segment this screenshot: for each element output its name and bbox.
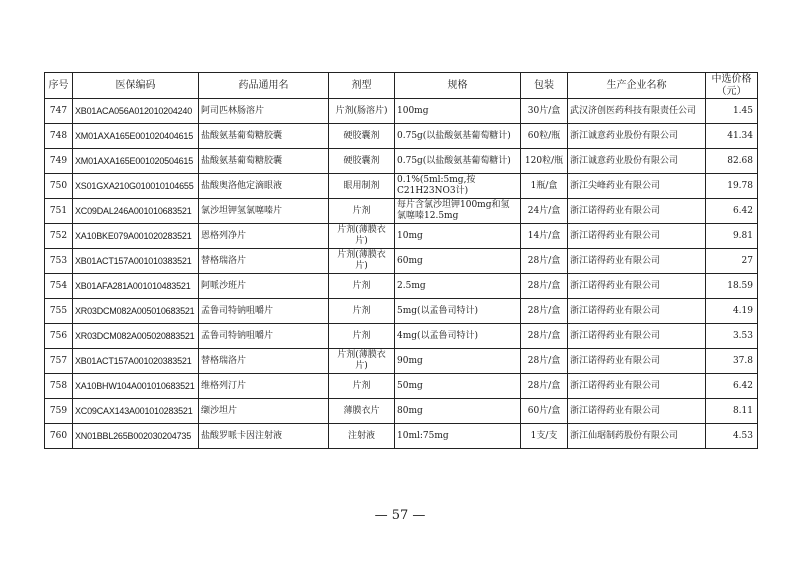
table-row — [45, 174, 758, 199]
cell-serial: 755 — [45, 299, 73, 324]
cell-price: 82.68 — [706, 149, 758, 174]
cell-serial: 757 — [45, 349, 73, 374]
cell-packaging: 30片/盒 — [521, 99, 568, 124]
cell-serial: 760 — [45, 424, 73, 449]
cell-dosage-form: 片剂(薄膜衣片) — [329, 249, 395, 274]
cell-manufacturer: 浙江诺得药业有限公司 — [568, 374, 706, 399]
cell-packaging: 1支/支 — [521, 424, 568, 449]
cell-serial: 747 — [45, 99, 73, 124]
cell-dosage-form: 片剂(薄膜衣片) — [329, 349, 395, 374]
cell-drug-name: 盐酸氨基葡萄糖胶囊 — [199, 124, 329, 149]
cell-price: 4.53 — [706, 424, 758, 449]
cell-specification: 5mg(以孟鲁司特计) — [395, 299, 521, 324]
cell-packaging: 28片/盒 — [521, 324, 568, 349]
cell-specification: 60mg — [395, 249, 521, 274]
cell-dosage-form: 硬胶囊剂 — [329, 124, 395, 149]
cell-dosage-form: 硬胶囊剂 — [329, 149, 395, 174]
header-insurance-code: 医保编码 — [73, 73, 199, 99]
cell-price: 8.11 — [706, 399, 758, 424]
cell-price: 37.8 — [706, 349, 758, 374]
cell-specification: 4mg(以孟鲁司特计) — [395, 324, 521, 349]
cell-drug-name: 盐酸罗哌卡因注射液 — [199, 424, 329, 449]
cell-price: 6.42 — [706, 199, 758, 224]
cell-specification: 0.1%(5ml:5mg,按C21H23NO3计) — [395, 174, 521, 199]
cell-serial: 751 — [45, 199, 73, 224]
cell-serial: 750 — [45, 174, 73, 199]
table-row — [45, 374, 758, 399]
cell-manufacturer: 浙江诺得药业有限公司 — [568, 399, 706, 424]
header-manufacturer: 生产企业名称 — [568, 73, 706, 99]
header-packaging: 包装 — [521, 73, 568, 99]
cell-packaging: 28片/盒 — [521, 274, 568, 299]
cell-dosage-form: 片剂 — [329, 199, 395, 224]
cell-dosage-form: 片剂 — [329, 374, 395, 399]
cell-manufacturer: 浙江诺得药业有限公司 — [568, 274, 706, 299]
cell-dosage-form: 注射液 — [329, 424, 395, 449]
cell-packaging: 24片/盒 — [521, 199, 568, 224]
table-row — [45, 274, 758, 299]
table-row — [45, 199, 758, 224]
cell-packaging: 1瓶/盒 — [521, 174, 568, 199]
cell-dosage-form: 片剂(薄膜衣片) — [329, 224, 395, 249]
cell-packaging: 60粒/瓶 — [521, 124, 568, 149]
cell-manufacturer: 武汉济创医药科技有限责任公司 — [568, 99, 706, 124]
cell-manufacturer: 浙江诚意药业股份有限公司 — [568, 124, 706, 149]
cell-drug-name: 缬沙坦片 — [199, 399, 329, 424]
cell-drug-name: 维格列汀片 — [199, 374, 329, 399]
cell-insurance-code: XA10BKE079A001020283521 — [73, 224, 199, 249]
cell-insurance-code: XC09CAX143A001010283521 — [73, 399, 199, 424]
cell-drug-name: 阿司匹林肠溶片 — [199, 99, 329, 124]
cell-packaging: 28片/盒 — [521, 249, 568, 274]
cell-packaging: 14片/盒 — [521, 224, 568, 249]
cell-serial: 756 — [45, 324, 73, 349]
cell-specification: 2.5mg — [395, 274, 521, 299]
cell-price: 6.42 — [706, 374, 758, 399]
cell-insurance-code: XM01AXA165E001020404615 — [73, 124, 199, 149]
cell-serial: 754 — [45, 274, 73, 299]
cell-insurance-code: XN01BBL265B002030204735 — [73, 424, 199, 449]
cell-insurance-code: XC09DAL246A001010683521 — [73, 199, 199, 224]
cell-price: 41.34 — [706, 124, 758, 149]
cell-packaging: 28片/盒 — [521, 374, 568, 399]
cell-serial: 749 — [45, 149, 73, 174]
table-row — [45, 124, 758, 149]
cell-insurance-code: XB01ACA056A012010204240 — [73, 99, 199, 124]
cell-price: 9.81 — [706, 224, 758, 249]
header-dosage-form: 剂型 — [329, 73, 395, 99]
cell-drug-name: 孟鲁司特钠咀嚼片 — [199, 299, 329, 324]
cell-manufacturer: 浙江仙琚制药股份有限公司 — [568, 424, 706, 449]
cell-insurance-code: XS01GXA210G010010104655 — [73, 174, 199, 199]
cell-packaging: 60片/盒 — [521, 399, 568, 424]
cell-serial: 759 — [45, 399, 73, 424]
cell-manufacturer: 浙江尖峰药业有限公司 — [568, 174, 706, 199]
cell-dosage-form: 眼用制剂 — [329, 174, 395, 199]
cell-dosage-form: 片剂 — [329, 274, 395, 299]
cell-price: 18.59 — [706, 274, 758, 299]
cell-dosage-form: 片剂 — [329, 324, 395, 349]
cell-manufacturer: 浙江诺得药业有限公司 — [568, 249, 706, 274]
cell-specification: 10ml:75mg — [395, 424, 521, 449]
cell-drug-name: 氯沙坦钾氢氯噻嗪片 — [199, 199, 329, 224]
cell-manufacturer: 浙江诺得药业有限公司 — [568, 199, 706, 224]
cell-manufacturer: 浙江诺得药业有限公司 — [568, 349, 706, 374]
cell-price: 3.53 — [706, 324, 758, 349]
cell-insurance-code: XM01AXA165E001020504615 — [73, 149, 199, 174]
table-row — [45, 324, 758, 349]
cell-insurance-code: XB01ACT157A001020383521 — [73, 349, 199, 374]
cell-serial: 752 — [45, 224, 73, 249]
table-row — [45, 424, 758, 449]
cell-dosage-form: 片剂 — [329, 299, 395, 324]
cell-specification: 100mg — [395, 99, 521, 124]
cell-dosage-form: 片剂(肠溶片) — [329, 99, 395, 124]
table-row — [45, 349, 758, 374]
drug-price-table — [44, 72, 758, 449]
cell-specification: 每片含氯沙坦钾100mg和氢氯噻嗪12.5mg — [395, 199, 521, 224]
cell-serial: 758 — [45, 374, 73, 399]
cell-drug-name: 阿哌沙班片 — [199, 274, 329, 299]
cell-insurance-code: XR03DCM082A005020883521 — [73, 324, 199, 349]
table-body — [45, 99, 758, 449]
cell-price: 19.78 — [706, 174, 758, 199]
cell-packaging: 120粒/瓶 — [521, 149, 568, 174]
cell-drug-name: 恩格列净片 — [199, 224, 329, 249]
cell-drug-name: 孟鲁司特钠咀嚼片 — [199, 324, 329, 349]
header-drug-name: 药品通用名 — [199, 73, 329, 99]
cell-price: 4.19 — [706, 299, 758, 324]
header-price: 中选价格（元） — [706, 73, 758, 99]
cell-drug-name: 盐酸氨基葡萄糖胶囊 — [199, 149, 329, 174]
cell-specification: 0.75g(以盐酸氨基葡萄糖计) — [395, 149, 521, 174]
cell-manufacturer: 浙江诚意药业股份有限公司 — [568, 149, 706, 174]
table-row — [45, 224, 758, 249]
cell-specification: 80mg — [395, 399, 521, 424]
cell-drug-name: 盐酸奥洛他定滴眼液 — [199, 174, 329, 199]
cell-packaging: 28片/盒 — [521, 349, 568, 374]
cell-drug-name: 替格瑞洛片 — [199, 349, 329, 374]
cell-specification: 50mg — [395, 374, 521, 399]
cell-manufacturer: 浙江诺得药业有限公司 — [568, 224, 706, 249]
table-row — [45, 299, 758, 324]
table-row — [45, 249, 758, 274]
cell-insurance-code: XB01AFA281A001010483521 — [73, 274, 199, 299]
cell-drug-name: 替格瑞洛片 — [199, 249, 329, 274]
header-serial: 序号 — [45, 73, 73, 99]
cell-price: 1.45 — [706, 99, 758, 124]
cell-price: 27 — [706, 249, 758, 274]
cell-serial: 748 — [45, 124, 73, 149]
table-header-row — [45, 73, 758, 99]
page-number: — 57 — — [374, 508, 426, 523]
table-row — [45, 99, 758, 124]
cell-packaging: 28片/盒 — [521, 299, 568, 324]
cell-serial: 753 — [45, 249, 73, 274]
table-row — [45, 399, 758, 424]
cell-manufacturer: 浙江诺得药业有限公司 — [568, 299, 706, 324]
cell-specification: 90mg — [395, 349, 521, 374]
header-specification: 规格 — [395, 73, 521, 99]
cell-manufacturer: 浙江诺得药业有限公司 — [568, 324, 706, 349]
cell-insurance-code: XB01ACT157A001010383521 — [73, 249, 199, 274]
cell-specification: 0.75g(以盐酸氨基葡萄糖计) — [395, 124, 521, 149]
table-row — [45, 149, 758, 174]
cell-specification: 10mg — [395, 224, 521, 249]
cell-insurance-code: XA10BHW104A001010683521 — [73, 374, 199, 399]
cell-insurance-code: XR03DCM082A005010683521 — [73, 299, 199, 324]
cell-dosage-form: 薄膜衣片 — [329, 399, 395, 424]
